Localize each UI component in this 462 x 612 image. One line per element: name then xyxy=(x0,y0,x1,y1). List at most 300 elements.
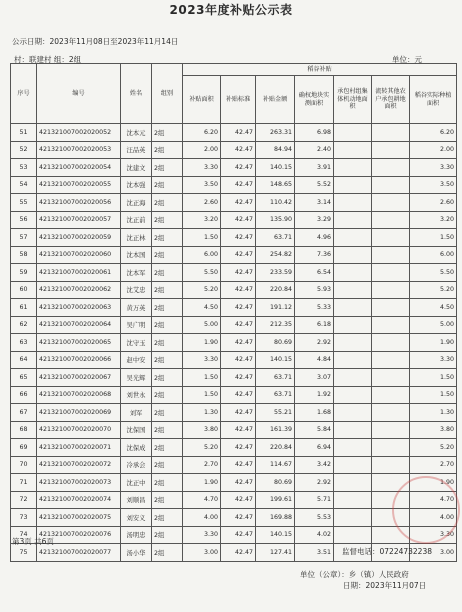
cell-contract-area xyxy=(334,509,372,527)
cell-confirmed-area: 4.96 xyxy=(295,229,334,247)
cell-group: 2组 xyxy=(152,141,183,159)
cell-group: 2组 xyxy=(152,334,183,352)
cell-confirmed-area: 3.29 xyxy=(295,211,334,229)
cell-actual-area: 1.50 xyxy=(410,386,457,404)
cell-amount: 127.41 xyxy=(256,544,295,562)
cell-actual-area: 3.00 xyxy=(410,544,457,562)
cell-code: 421321007002020077 xyxy=(37,544,121,562)
unit-label: 单位：元 xyxy=(392,55,422,64)
cell-standard: 42.47 xyxy=(221,544,256,562)
table-row xyxy=(11,456,457,474)
cell-seq: 54 xyxy=(11,176,37,194)
cell-code: 421321007002020064 xyxy=(37,316,121,334)
cell-name: 沈建文 xyxy=(121,159,152,177)
cell-amount: 140.15 xyxy=(256,526,295,544)
cell-actual-area: 5.50 xyxy=(410,264,457,282)
cell-seq: 71 xyxy=(11,474,37,492)
cell-standard: 42.47 xyxy=(221,124,256,142)
cell-amount: 55.21 xyxy=(256,404,295,422)
cell-code: 421321007002020071 xyxy=(37,439,121,457)
cell-confirmed-area: 2.92 xyxy=(295,334,334,352)
cell-standard: 42.47 xyxy=(221,194,256,212)
cell-seq: 67 xyxy=(11,404,37,422)
cell-area: 2.60 xyxy=(183,194,221,212)
village-group-label: 村：联建村 组：2组 xyxy=(14,55,82,64)
cell-actual-area: 5.20 xyxy=(410,281,457,299)
cell-seq: 73 xyxy=(11,509,37,527)
cell-actual-area: 2.00 xyxy=(410,141,457,159)
table-row xyxy=(11,404,457,422)
cell-group: 2组 xyxy=(152,316,183,334)
header-rice-subsidy: 稻谷补贴 xyxy=(183,64,457,76)
header-standard: 补贴标准 xyxy=(221,76,256,124)
cell-area: 2.00 xyxy=(183,141,221,159)
table-row xyxy=(11,509,457,527)
official-seal xyxy=(392,476,460,544)
cell-area: 5.20 xyxy=(183,439,221,457)
cell-actual-area: 2.60 xyxy=(410,194,457,212)
cell-name: 吴光辉 xyxy=(121,369,152,387)
cell-confirmed-area: 4.84 xyxy=(295,351,334,369)
cell-area: 4.00 xyxy=(183,509,221,527)
cell-amount: 84.94 xyxy=(256,141,295,159)
cell-amount: 63.71 xyxy=(256,386,295,404)
cell-actual-area: 3.30 xyxy=(410,526,457,544)
cell-standard: 42.47 xyxy=(221,141,256,159)
cell-code: 421321007002020066 xyxy=(37,351,121,369)
cell-transfer-area xyxy=(372,211,410,229)
cell-seq: 52 xyxy=(11,141,37,159)
cell-area: 3.30 xyxy=(183,159,221,177)
signing-date: 日期：2023年11月07日 xyxy=(343,581,427,590)
cell-confirmed-area: 5.52 xyxy=(295,176,334,194)
cell-code: 421321007002020056 xyxy=(37,194,121,212)
header-code: 编号 xyxy=(37,64,121,124)
cell-code: 421321007002020075 xyxy=(37,509,121,527)
cell-name: 沈本元 xyxy=(121,124,152,142)
header-transfer-area: 流转其他农户承包耕地面积 xyxy=(372,76,410,124)
cell-group: 2组 xyxy=(152,509,183,527)
cell-contract-area xyxy=(334,299,372,317)
cell-confirmed-area: 6.94 xyxy=(295,439,334,457)
cell-seq: 56 xyxy=(11,211,37,229)
cell-area: 1.50 xyxy=(183,229,221,247)
cell-transfer-area xyxy=(372,456,410,474)
cell-amount: 220.84 xyxy=(256,439,295,457)
cell-name: 沈正中 xyxy=(121,474,152,492)
cell-standard: 42.47 xyxy=(221,369,256,387)
cell-transfer-area xyxy=(372,124,410,142)
cell-code: 421321007002020070 xyxy=(37,421,121,439)
cell-code: 421321007002020061 xyxy=(37,264,121,282)
cell-amount: 80.69 xyxy=(256,334,295,352)
cell-group: 2组 xyxy=(152,194,183,212)
cell-name: 刘世永 xyxy=(121,386,152,404)
table-row xyxy=(11,351,457,369)
cell-group: 2组 xyxy=(152,246,183,264)
cell-transfer-area xyxy=(372,246,410,264)
cell-contract-area xyxy=(334,439,372,457)
cell-seq: 74 xyxy=(11,526,37,544)
cell-contract-area xyxy=(334,141,372,159)
cell-area: 3.50 xyxy=(183,176,221,194)
cell-seq: 51 xyxy=(11,124,37,142)
cell-standard: 42.47 xyxy=(221,509,256,527)
table-row xyxy=(11,421,457,439)
cell-code: 421321007002020067 xyxy=(37,369,121,387)
header-actual-area: 稻谷实际种植面积 xyxy=(410,76,457,124)
cell-name: 汪品英 xyxy=(121,141,152,159)
cell-standard: 42.47 xyxy=(221,229,256,247)
cell-confirmed-area: 3.42 xyxy=(295,456,334,474)
cell-transfer-area xyxy=(372,351,410,369)
cell-group: 2组 xyxy=(152,526,183,544)
cell-transfer-area xyxy=(372,281,410,299)
page-info: 第3页 共6页 xyxy=(12,537,54,546)
cell-code: 421321007002020076 xyxy=(37,526,121,544)
cell-transfer-area xyxy=(372,334,410,352)
cell-confirmed-area: 5.71 xyxy=(295,491,334,509)
cell-standard: 42.47 xyxy=(221,456,256,474)
cell-name: 沈正前 xyxy=(121,211,152,229)
cell-transfer-area xyxy=(372,176,410,194)
cell-group: 2组 xyxy=(152,544,183,562)
cell-name: 沈正海 xyxy=(121,194,152,212)
cell-code: 421321007002020060 xyxy=(37,246,121,264)
cell-contract-area xyxy=(334,334,372,352)
publicity-date: 公示日期：2023年11月08日至2023年11月14日 xyxy=(12,37,179,46)
cell-confirmed-area: 5.93 xyxy=(295,281,334,299)
table-row xyxy=(11,526,457,544)
cell-standard: 42.47 xyxy=(221,159,256,177)
cell-actual-area: 3.50 xyxy=(410,176,457,194)
cell-actual-area: 3.20 xyxy=(410,211,457,229)
table-row xyxy=(11,246,457,264)
cell-code: 421321007002020059 xyxy=(37,229,121,247)
cell-group: 2组 xyxy=(152,386,183,404)
cell-contract-area xyxy=(334,316,372,334)
header-seq: 序号 xyxy=(11,64,37,124)
cell-code: 421321007002020057 xyxy=(37,211,121,229)
cell-area: 1.90 xyxy=(183,334,221,352)
signing-unit: 单位（公章）：乡（镇）人民政府 xyxy=(300,570,409,579)
cell-area: 3.80 xyxy=(183,421,221,439)
cell-actual-area: 3.30 xyxy=(410,351,457,369)
cell-seq: 68 xyxy=(11,421,37,439)
cell-contract-area xyxy=(334,474,372,492)
cell-group: 2组 xyxy=(152,491,183,509)
cell-seq: 66 xyxy=(11,386,37,404)
cell-name: 沈艾忠 xyxy=(121,281,152,299)
cell-contract-area xyxy=(334,159,372,177)
cell-seq: 53 xyxy=(11,159,37,177)
cell-name: 刘军 xyxy=(121,404,152,422)
cell-contract-area xyxy=(334,281,372,299)
cell-name: 沈本军 xyxy=(121,264,152,282)
cell-group: 2组 xyxy=(152,229,183,247)
cell-code: 421321007002020053 xyxy=(37,141,121,159)
cell-area: 3.30 xyxy=(183,351,221,369)
document-title: 2023年度补贴公示表 xyxy=(169,3,293,17)
cell-standard: 42.47 xyxy=(221,439,256,457)
cell-actual-area: 5.20 xyxy=(410,439,457,457)
cell-confirmed-area: 1.92 xyxy=(295,386,334,404)
table-row xyxy=(11,491,457,509)
cell-code: 421321007002020052 xyxy=(37,124,121,142)
cell-seq: 57 xyxy=(11,229,37,247)
cell-transfer-area xyxy=(372,439,410,457)
cell-code: 421321007002020072 xyxy=(37,456,121,474)
cell-amount: 63.71 xyxy=(256,369,295,387)
cell-amount: 135.90 xyxy=(256,211,295,229)
cell-standard: 42.47 xyxy=(221,264,256,282)
table-row xyxy=(11,474,457,492)
cell-seq: 62 xyxy=(11,316,37,334)
cell-standard: 42.47 xyxy=(221,299,256,317)
cell-confirmed-area: 6.18 xyxy=(295,316,334,334)
cell-transfer-area xyxy=(372,141,410,159)
cell-confirmed-area: 3.91 xyxy=(295,159,334,177)
cell-amount: 140.15 xyxy=(256,351,295,369)
header-group: 组别 xyxy=(152,64,183,124)
cell-contract-area xyxy=(334,386,372,404)
cell-contract-area xyxy=(334,211,372,229)
cell-area: 1.30 xyxy=(183,404,221,422)
cell-area: 5.50 xyxy=(183,264,221,282)
cell-actual-area: 3.30 xyxy=(410,159,457,177)
cell-code: 421321007002020073 xyxy=(37,474,121,492)
cell-actual-area: 1.90 xyxy=(410,334,457,352)
table-row xyxy=(11,159,457,177)
cell-contract-area xyxy=(334,369,372,387)
cell-actual-area: 4.50 xyxy=(410,299,457,317)
cell-code: 421321007002020065 xyxy=(37,334,121,352)
cell-group: 2组 xyxy=(152,281,183,299)
cell-area: 3.20 xyxy=(183,211,221,229)
header-area: 补贴面积 xyxy=(183,76,221,124)
cell-name: 沈本强 xyxy=(121,176,152,194)
cell-transfer-area xyxy=(372,421,410,439)
table-row xyxy=(11,229,457,247)
table-row xyxy=(11,141,457,159)
cell-actual-area: 6.00 xyxy=(410,246,457,264)
cell-confirmed-area: 5.33 xyxy=(295,299,334,317)
table-row xyxy=(11,264,457,282)
table-row xyxy=(11,176,457,194)
cell-confirmed-area: 6.54 xyxy=(295,264,334,282)
cell-transfer-area xyxy=(372,299,410,317)
cell-contract-area xyxy=(334,264,372,282)
cell-seq: 69 xyxy=(11,439,37,457)
cell-confirmed-area: 7.36 xyxy=(295,246,334,264)
cell-transfer-area xyxy=(372,229,410,247)
cell-standard: 42.47 xyxy=(221,526,256,544)
cell-group: 2组 xyxy=(152,456,183,474)
cell-contract-area xyxy=(334,421,372,439)
cell-area: 5.00 xyxy=(183,316,221,334)
cell-name: 沈守玉 xyxy=(121,334,152,352)
cell-code: 421321007002020055 xyxy=(37,176,121,194)
cell-area: 3.00 xyxy=(183,544,221,562)
cell-amount: 63.71 xyxy=(256,229,295,247)
cell-area: 6.00 xyxy=(183,246,221,264)
subsidy-table xyxy=(10,63,457,562)
cell-standard: 42.47 xyxy=(221,334,256,352)
cell-standard: 42.47 xyxy=(221,211,256,229)
cell-amount: 191.12 xyxy=(256,299,295,317)
cell-amount: 263.31 xyxy=(256,124,295,142)
cell-amount: 114.67 xyxy=(256,456,295,474)
cell-area: 2.70 xyxy=(183,456,221,474)
cell-area: 6.20 xyxy=(183,124,221,142)
cell-transfer-area xyxy=(372,386,410,404)
cell-actual-area: 3.80 xyxy=(410,421,457,439)
cell-area: 5.20 xyxy=(183,281,221,299)
cell-seq: 59 xyxy=(11,264,37,282)
cell-transfer-area xyxy=(372,316,410,334)
cell-standard: 42.47 xyxy=(221,246,256,264)
cell-code: 421321007002020062 xyxy=(37,281,121,299)
cell-seq: 58 xyxy=(11,246,37,264)
cell-code: 421321007002020063 xyxy=(37,299,121,317)
cell-group: 2组 xyxy=(152,299,183,317)
cell-area: 1.50 xyxy=(183,369,221,387)
cell-transfer-area xyxy=(372,194,410,212)
cell-name: 沈保国 xyxy=(121,421,152,439)
cell-group: 2组 xyxy=(152,211,183,229)
cell-area: 4.70 xyxy=(183,491,221,509)
cell-contract-area xyxy=(334,526,372,544)
cell-name: 汤小华 xyxy=(121,544,152,562)
cell-code: 421321007002020074 xyxy=(37,491,121,509)
cell-contract-area xyxy=(334,229,372,247)
cell-actual-area: 1.50 xyxy=(410,229,457,247)
cell-group: 2组 xyxy=(152,474,183,492)
cell-actual-area: 4.00 xyxy=(410,509,457,527)
cell-area: 1.50 xyxy=(183,386,221,404)
header-name: 姓名 xyxy=(121,64,152,124)
cell-standard: 42.47 xyxy=(221,176,256,194)
cell-amount: 212.35 xyxy=(256,316,295,334)
cell-standard: 42.47 xyxy=(221,351,256,369)
cell-confirmed-area: 3.07 xyxy=(295,369,334,387)
cell-contract-area xyxy=(334,124,372,142)
cell-contract-area xyxy=(334,491,372,509)
cell-area: 4.50 xyxy=(183,299,221,317)
cell-name: 黄万英 xyxy=(121,299,152,317)
cell-actual-area: 6.20 xyxy=(410,124,457,142)
cell-seq: 72 xyxy=(11,491,37,509)
table-row xyxy=(11,211,457,229)
cell-name: 沈本国 xyxy=(121,246,152,264)
cell-code: 421321007002020069 xyxy=(37,404,121,422)
cell-group: 2组 xyxy=(152,351,183,369)
cell-contract-area xyxy=(334,351,372,369)
header-confirmed-area: 确权地块实测面积 xyxy=(295,76,334,124)
cell-group: 2组 xyxy=(152,439,183,457)
cell-standard: 42.47 xyxy=(221,281,256,299)
cell-seq: 70 xyxy=(11,456,37,474)
cell-name: 汤明忠 xyxy=(121,526,152,544)
cell-name: 沈保成 xyxy=(121,439,152,457)
cell-name: 冷承会 xyxy=(121,456,152,474)
table-row xyxy=(11,369,457,387)
table-row xyxy=(11,386,457,404)
cell-contract-area xyxy=(334,456,372,474)
cell-group: 2组 xyxy=(152,369,183,387)
cell-confirmed-area: 3.51 xyxy=(295,544,334,562)
cell-contract-area xyxy=(334,176,372,194)
cell-standard: 42.47 xyxy=(221,316,256,334)
cell-seq: 64 xyxy=(11,351,37,369)
cell-standard: 42.47 xyxy=(221,474,256,492)
cell-seq: 61 xyxy=(11,299,37,317)
cell-actual-area: 1.50 xyxy=(410,369,457,387)
cell-seq: 60 xyxy=(11,281,37,299)
cell-standard: 42.47 xyxy=(221,491,256,509)
cell-confirmed-area: 5.53 xyxy=(295,509,334,527)
cell-seq: 75 xyxy=(11,544,37,562)
cell-amount: 140.15 xyxy=(256,159,295,177)
supervision-phone: 监督电话：07224732238 xyxy=(342,547,432,556)
table-row xyxy=(11,299,457,317)
cell-amount: 161.39 xyxy=(256,421,295,439)
cell-transfer-area xyxy=(372,369,410,387)
cell-code: 421321007002020054 xyxy=(37,159,121,177)
cell-amount: 148.65 xyxy=(256,176,295,194)
table-row xyxy=(11,194,457,212)
cell-group: 2组 xyxy=(152,159,183,177)
cell-transfer-area xyxy=(372,264,410,282)
table-row xyxy=(11,334,457,352)
cell-confirmed-area: 3.14 xyxy=(295,194,334,212)
cell-confirmed-area: 4.02 xyxy=(295,526,334,544)
cell-code: 421321007002020068 xyxy=(37,386,121,404)
cell-amount: 220.84 xyxy=(256,281,295,299)
cell-actual-area: 2.70 xyxy=(410,456,457,474)
cell-actual-area: 5.00 xyxy=(410,316,457,334)
cell-contract-area xyxy=(334,404,372,422)
cell-group: 2组 xyxy=(152,124,183,142)
cell-transfer-area xyxy=(372,159,410,177)
cell-group: 2组 xyxy=(152,404,183,422)
cell-transfer-area xyxy=(372,404,410,422)
header-amount: 补贴金额 xyxy=(256,76,295,124)
cell-name: 刘顺昌 xyxy=(121,491,152,509)
cell-group: 2组 xyxy=(152,421,183,439)
cell-name: 吴广明 xyxy=(121,316,152,334)
cell-amount: 199.61 xyxy=(256,491,295,509)
cell-area: 3.30 xyxy=(183,526,221,544)
cell-actual-area: 1.30 xyxy=(410,404,457,422)
table-row xyxy=(11,316,457,334)
table-row xyxy=(11,124,457,142)
cell-amount: 80.69 xyxy=(256,474,295,492)
cell-actual-area: 1.90 xyxy=(410,474,457,492)
cell-name: 沈正林 xyxy=(121,229,152,247)
cell-amount: 233.59 xyxy=(256,264,295,282)
cell-standard: 42.47 xyxy=(221,386,256,404)
cell-confirmed-area: 2.40 xyxy=(295,141,334,159)
cell-standard: 42.47 xyxy=(221,404,256,422)
cell-amount: 169.88 xyxy=(256,509,295,527)
cell-name: 赵中安 xyxy=(121,351,152,369)
cell-contract-area xyxy=(334,194,372,212)
cell-confirmed-area: 6.98 xyxy=(295,124,334,142)
cell-confirmed-area: 2.92 xyxy=(295,474,334,492)
cell-confirmed-area: 1.68 xyxy=(295,404,334,422)
table-row xyxy=(11,439,457,457)
